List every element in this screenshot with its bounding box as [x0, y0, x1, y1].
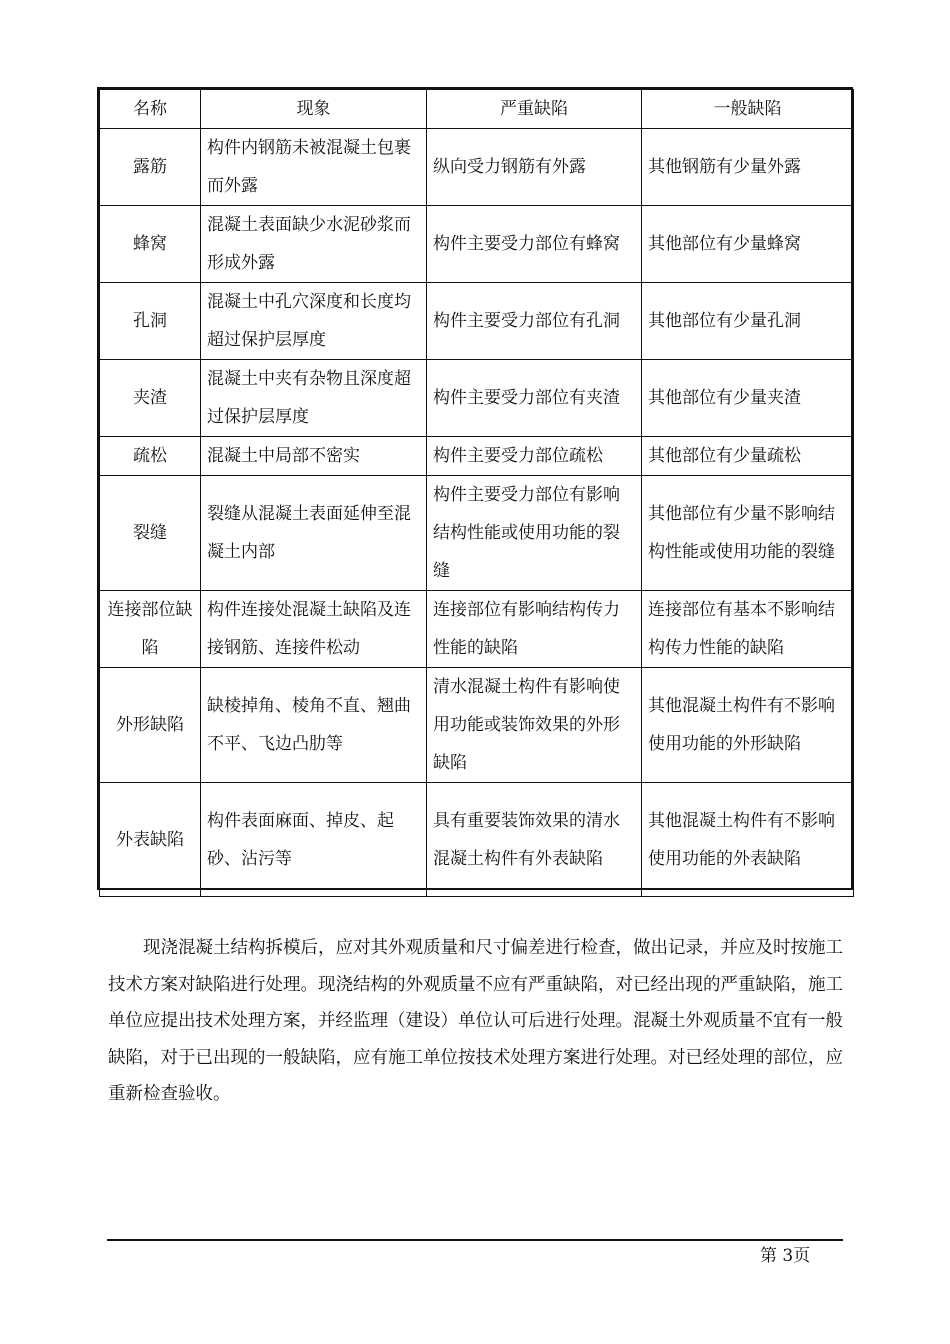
table-row [100, 476, 854, 591]
cell-serious: 构件主要受力部位有影响结构性能或使用功能的裂缝 [427, 476, 642, 591]
cell-serious: 构件主要受力部位有孔洞 [427, 283, 642, 360]
cell-serious: 构件主要受力部位有蜂窝 [427, 206, 642, 283]
cell-name: 连接部位缺陷 [100, 591, 201, 668]
table-row [100, 206, 854, 283]
table-row [100, 129, 854, 206]
cell-general: 其他部位有少量蜂窝 [642, 206, 854, 283]
cell-name: 蜂窝 [100, 206, 201, 283]
table-row [100, 783, 854, 897]
cell-name: 露筋 [100, 129, 201, 206]
defect-table-container [97, 87, 853, 890]
table-row [100, 360, 854, 437]
cell-phenomenon: 构件内钢筋未被混凝土包裹而外露 [201, 129, 427, 206]
cell-name: 外表缺陷 [100, 783, 201, 897]
cell-general: 其他混凝土构件有不影响使用功能的外表缺陷 [642, 783, 854, 897]
cell-general: 其他部位有少量孔洞 [642, 283, 854, 360]
cell-serious: 具有重要装饰效果的清水混凝土构件有外表缺陷 [427, 783, 642, 897]
header-phenomenon: 现象 [201, 90, 427, 129]
table-header-row [100, 90, 854, 129]
cell-phenomenon: 混凝土中局部不密实 [201, 437, 427, 476]
header-general-defect: 一般缺陷 [642, 90, 854, 129]
paragraph-text: 现浇混凝土结构拆模后，应对其外观质量和尺寸偏差进行检查，做出记录，并应及时按施工技术方案对缺陷进行处理。现浇结构的外观质量不应有严重缺陷，对已经出现的严重缺陷，施工单位应提出技术处理方案，并经监理（建设）单位认可后进行处理。混凝土外观质量不宜有一般缺陷，对于已出现的一般缺陷，应有施工单位按技术处理方案进行处理。对已经处理的部位，应重新检查验收。 [108, 938, 843, 1104]
cell-phenomenon: 混凝土表面缺少水泥砂浆而形成外露 [201, 206, 427, 283]
cell-serious: 清水混凝土构件有影响使用功能或装饰效果的外形缺陷 [427, 668, 642, 783]
table-row [100, 591, 854, 668]
footer-divider [107, 1239, 843, 1241]
cell-general: 其他部位有少量不影响结构性能或使用功能的裂缝 [642, 476, 854, 591]
cell-serious: 连接部位有影响结构传力性能的缺陷 [427, 591, 642, 668]
header-name: 名称 [100, 90, 201, 129]
cell-name: 夹渣 [100, 360, 201, 437]
cell-name: 外形缺陷 [100, 668, 201, 783]
cell-general: 其他部位有少量夹渣 [642, 360, 854, 437]
cell-phenomenon: 混凝土中孔穴深度和长度均超过保护层厚度 [201, 283, 427, 360]
cell-phenomenon: 裂缝从混凝土表面延伸至混凝土内部 [201, 476, 427, 591]
body-paragraph [108, 930, 843, 1113]
cell-name: 裂缝 [100, 476, 201, 591]
cell-serious: 构件主要受力部位疏松 [427, 437, 642, 476]
defect-table [99, 89, 854, 897]
cell-phenomenon: 构件表面麻面、掉皮、起砂、沾污等 [201, 783, 427, 897]
table-row [100, 283, 854, 360]
cell-general: 连接部位有基本不影响结构传力性能的缺陷 [642, 591, 854, 668]
cell-general: 其他部位有少量疏松 [642, 437, 854, 476]
cell-name: 孔洞 [100, 283, 201, 360]
table-row [100, 668, 854, 783]
cell-general: 其他钢筋有少量外露 [642, 129, 854, 206]
cell-phenomenon: 缺棱掉角、棱角不直、翘曲不平、飞边凸肋等 [201, 668, 427, 783]
cell-serious: 纵向受力钢筋有外露 [427, 129, 642, 206]
cell-phenomenon: 构件连接处混凝土缺陷及连接钢筋、连接件松动 [201, 591, 427, 668]
cell-serious: 构件主要受力部位有夹渣 [427, 360, 642, 437]
table-row [100, 437, 854, 476]
page-number: 第 3页 [760, 1246, 811, 1266]
cell-name: 疏松 [100, 437, 201, 476]
header-serious-defect: 严重缺陷 [427, 90, 642, 129]
cell-general: 其他混凝土构件有不影响使用功能的外形缺陷 [642, 668, 854, 783]
cell-phenomenon: 混凝土中夹有杂物且深度超过保护层厚度 [201, 360, 427, 437]
